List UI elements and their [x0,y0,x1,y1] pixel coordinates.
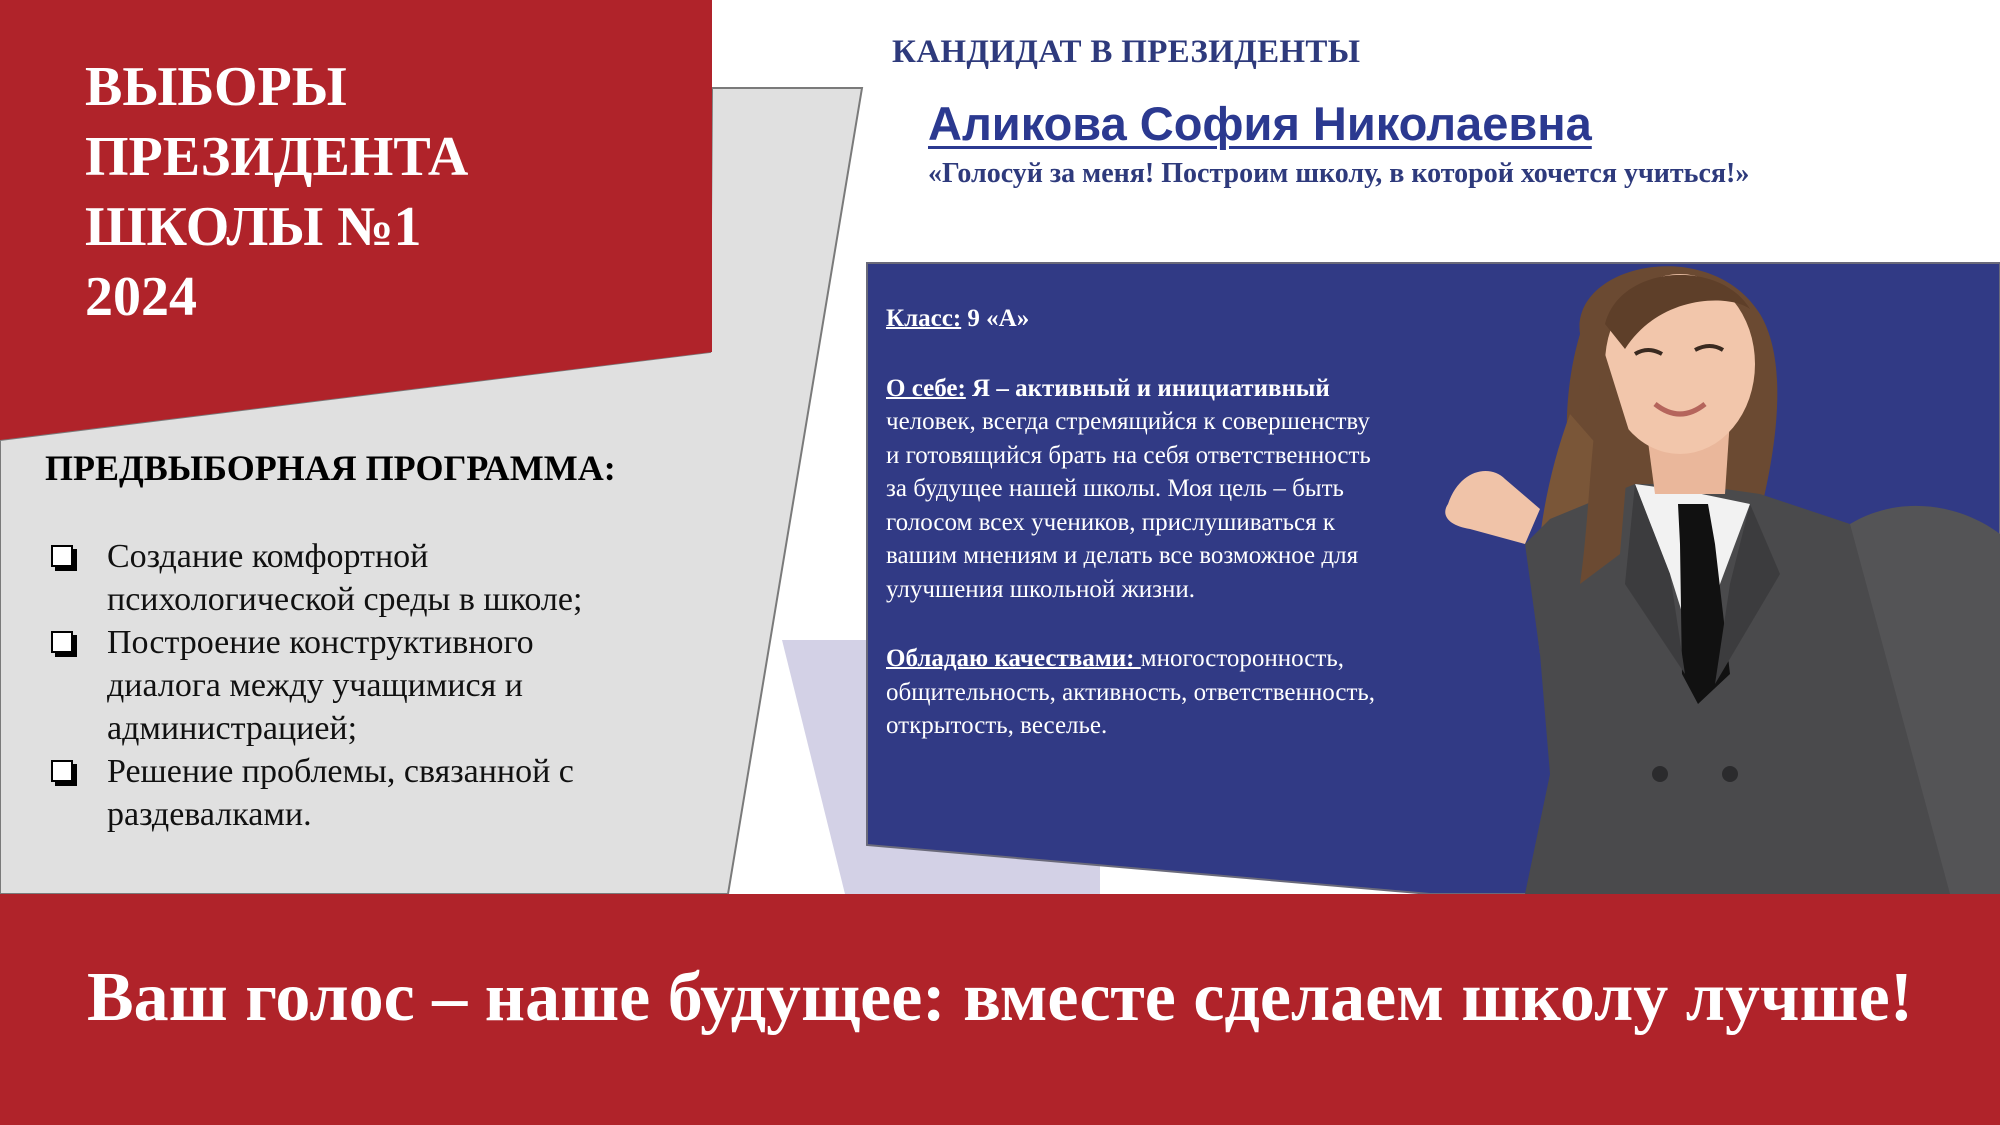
candidate-label: КАНДИДАТ В ПРЕЗИДЕНТЫ [892,34,1361,70]
candidate-info [886,302,1441,743]
program-item-1-line-1: Создание комфортной [107,538,429,575]
program-item-3-line-1: Решение проблемы, связанной с [107,753,574,790]
checkbox-bullet-icon [51,760,73,782]
qualities-line-2: общительность, активность, ответственность, [886,678,1376,706]
about-line-7: улучшения школьной жизни. [886,575,1196,603]
about-line-2: человек, всегда стремящийся к совершенству [886,408,1370,435]
title-line-4: 2024 [85,266,197,328]
candidate-slogan: «Голосуй за меня! Построим школу, в которой хочется учиться!» [928,158,1750,189]
about-row [886,372,1441,406]
program-list [45,535,665,836]
class-label: Класс: [886,305,962,332]
program-item-2-line-3: администрацией; [107,710,358,747]
program-item-3-line-2: раздевалками. [107,796,312,833]
qualities-line-1: многосторонность, [1140,645,1344,672]
checkbox-bullet-icon [51,545,73,567]
program-item [45,621,665,750]
jacket-button [1722,766,1738,782]
qualities-label: Обладаю качествами: [886,645,1141,672]
raised-hand [1445,471,1540,544]
title-line-1: ВЫБОРЫ [85,56,347,118]
class-value: 9 «А» [961,305,1030,332]
about-line-4: за будущее нашей школы. Моя цель – быть [886,475,1344,502]
title-line-2: ПРЕЗИДЕНТА [85,126,469,188]
class-row [886,302,1441,336]
banner-slogan: Ваш голос – наше будущее: вместе сделаем школу лучше! [86,959,1913,1036]
candidate-photo [1430,254,2000,894]
candidate-name: Аликова София Николаевна [928,97,1592,150]
program-item [45,535,665,621]
about-line-5: голосом всех учеников, прислушиваться к [886,508,1335,536]
qualities-line-3: открытость, веселье. [886,712,1108,739]
title-line-3: ШКОЛЫ №1 [85,196,422,258]
election-title [85,52,685,332]
about-label: О себе: [886,374,966,402]
jacket-button [1652,766,1668,782]
about-line-6: вашим мнениям и делать все возможное для [886,542,1359,569]
program-item-2-line-2: диалога между учащимися и [107,667,523,704]
qualities-row [886,642,1441,676]
checkbox-bullet-icon [51,631,73,653]
about-line-3: и готовящийся брать на себя ответственность [886,441,1371,469]
program-item-1-line-2: психологической среды в школе; [107,581,583,618]
program-item [45,750,665,836]
program-item-2-line-1: Построение конструктивного [107,624,534,661]
about-line-1: Я – активный и инициативный [965,374,1330,402]
program-heading: ПРЕДВЫБОРНАЯ ПРОГРАММА: [45,448,616,488]
